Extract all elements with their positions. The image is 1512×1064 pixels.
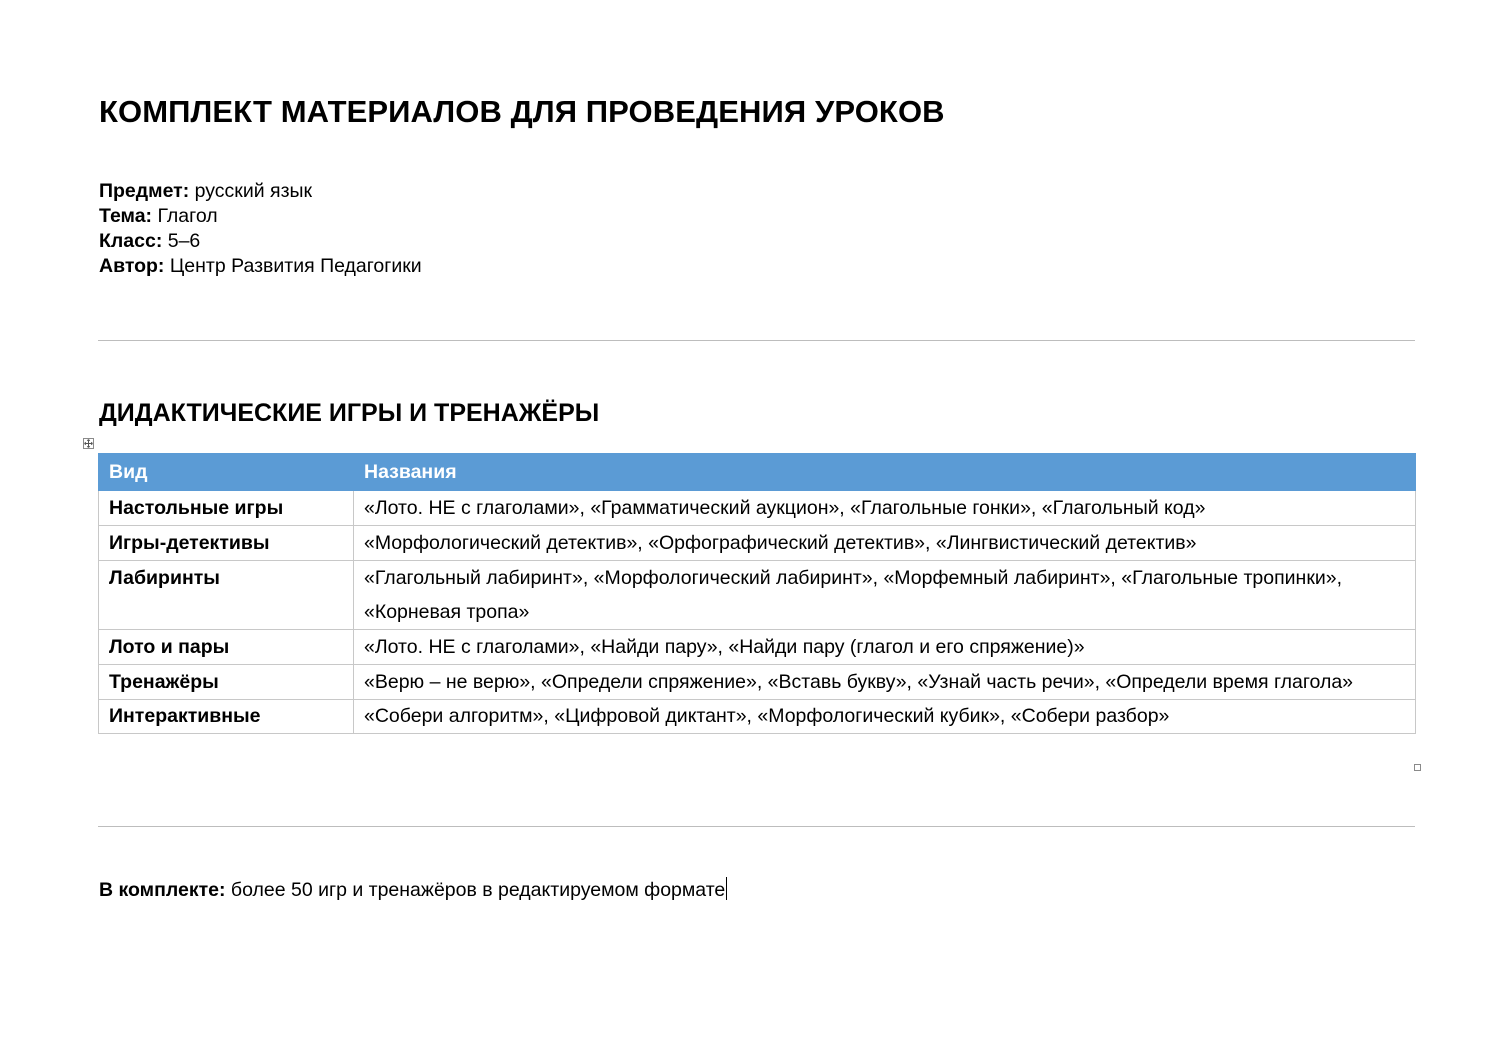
resize-square-icon[interactable] (1414, 764, 1421, 771)
meta-value: Глагол (152, 205, 218, 227)
row-kind: Настольные игры (99, 491, 354, 526)
footer-summary[interactable] (99, 877, 727, 903)
row-names: «Лото. НЕ с глаголами», «Грамматический аукцион», «Глагольные гонки», «Глагольный код» (354, 491, 1416, 526)
games-table (98, 453, 1416, 734)
meta-value: 5–6 (162, 230, 201, 252)
horizontal-divider (98, 340, 1415, 341)
document-title: КОМПЛЕКТ МАТЕРИАЛОВ ДЛЯ ПРОВЕДЕНИЯ УРОКОВ (99, 94, 945, 129)
move-cross-icon[interactable] (83, 438, 94, 449)
meta-topic (99, 204, 422, 229)
section-title: ДИДАКТИЧЕСКИЕ ИГРЫ И ТРЕНАЖЁРЫ (99, 399, 600, 427)
meta-value: Центр Развития Педагогики (164, 255, 422, 277)
meta-value: русский язык (189, 180, 313, 202)
meta-grade (99, 229, 422, 254)
meta-author (99, 254, 422, 279)
table-header-row (99, 454, 1416, 491)
table-row (99, 630, 1416, 665)
table-row (99, 561, 1416, 630)
header-names: Названия (354, 454, 1416, 491)
row-names: «Морфологический детектив», «Орфографический детектив», «Лингвистический детектив» (354, 526, 1416, 561)
footer-text: более 50 игр и тренажёров в редактируемом формате (225, 879, 726, 901)
row-kind: Игры-детективы (99, 526, 354, 561)
row-names: «Глагольный лабиринт», «Морфологический лабиринт», «Морфемный лабиринт», «Глагольные тропинки», «Корневая тропа» (354, 561, 1416, 630)
meta-subject (99, 179, 422, 204)
meta-block (99, 179, 422, 279)
horizontal-divider (98, 826, 1415, 827)
row-kind: Тренажёры (99, 665, 354, 700)
table-row (99, 665, 1416, 700)
text-cursor (726, 877, 727, 900)
row-kind: Лото и пары (99, 630, 354, 665)
meta-label: Автор: (99, 255, 165, 277)
row-kind: Интерактивные (99, 700, 354, 734)
table-row (99, 491, 1416, 526)
row-names: «Лото. НЕ с глаголами», «Найди пару», «Найди пару (глагол и его спряжение)» (354, 630, 1416, 665)
header-kind: Вид (99, 454, 354, 491)
meta-label: Тема: (99, 205, 153, 227)
footer-label: В комплекте: (99, 879, 226, 901)
row-names: «Собери алгоритм», «Цифровой диктант», «Морфологический кубик», «Собери разбор» (354, 700, 1416, 734)
meta-label: Предмет: (99, 180, 190, 202)
table-row (99, 700, 1416, 734)
row-kind: Лабиринты (99, 561, 354, 630)
meta-label: Класс: (99, 230, 163, 252)
row-names: «Верю – не верю», «Определи спряжение», «Вставь букву», «Узнай часть речи», «Определи время глагола» (354, 665, 1416, 700)
table-row (99, 526, 1416, 561)
